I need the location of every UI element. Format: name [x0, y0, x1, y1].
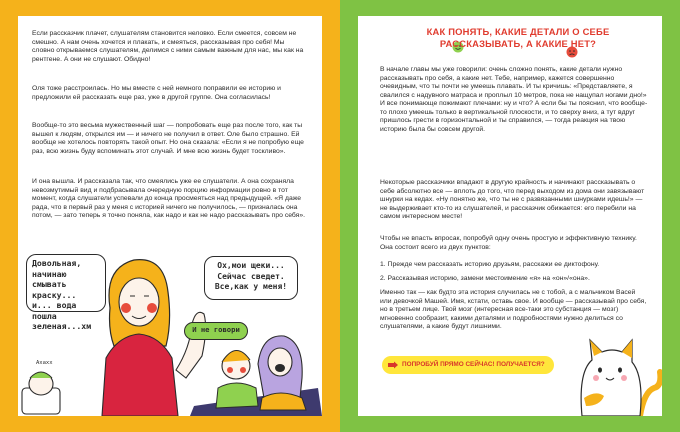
left-paragraph-1: Если рассказчик плачет, слушателям становится неловко. Если смеется, совсем не смешно. А нам очень хочется и плакать, и смеяться, рассказывая про себя! Мы словно открываемся слушателям, делимся с ними самым важным для нас, мы как на рентгене. А они не слушают. Обидно! [32, 30, 304, 63]
speech-bubble-main-text: Довольная, начинаю смывать краску... и... вода пошла зеленая...хм [32, 258, 92, 331]
section-title: КАК ПОНЯТЬ, КАКИЕ ДЕТАЛИ О СЕБЕ РАССКАЗЫВАТЬ, А КАКИЕ НЕТ? [426, 26, 610, 49]
right-paragraph-6: Именно так — как будто эта история случилась не с тобой, а с мальчиком Васей или девочкой Машей. Имя, кстати, оставь свое. И вообще — рассказывай про себя, но в третьем лице. Твой мозг (интересная все-таки это субстанция — мозг) мгновенно сообразит, какими деталями и подробностями нужно делиться со слушателями, а какие будут лишними. [380, 289, 647, 331]
right-paragraph-5: 2. Рассказывая историю, замени местоимение «я» на «он»/«она». [380, 275, 590, 282]
left-paragraph-3: Вообще-то это весьма мужественный шаг — попробовать еще раз после того, как ты вышел к людям, открылся им — и ничего не получил в ответ. Оле было страшно. Ей вообще не хотелось повторять такой опыт. Но она сказала: «Если я не попробую еще раз, всю жизнь буду вспоминать этот случай. И мне всю жизнь будет тоскливо». [32, 122, 304, 155]
speech-bubble-main [26, 254, 106, 331]
speech-bubble-cheeks [204, 256, 298, 300]
right-paragraph-4: 1. Прежде чем рассказать историю друзьям, расскажи ее диктофону. [380, 261, 600, 268]
sound-effect-text: Ахахх [36, 360, 53, 366]
cat-illustration [570, 332, 662, 416]
tip-banner [382, 356, 554, 374]
tip-text: ПОПРОБУЙ ПРЯМО СЕЙЧАС! ПОЛУЧАЕТСЯ? [402, 361, 545, 368]
speech-bubble-cheeks-text: Ох,мои щеки... Сейчас сведет. Все,как у меня! [214, 261, 288, 291]
speech-bubble-dont-tell-text: И не говори [192, 325, 240, 334]
right-paragraph-3: Чтобы не впасть впросак, попробуй одну очень простую и эффективную технику. Она состоит всего из двух пунктов: [380, 235, 637, 251]
right-page [340, 0, 680, 432]
right-paragraph-2: Некоторые рассказчики впадают в другую крайность и начинают рассказывать о себе абсолютно все — вплоть до того, что перед выходом из дома они завязывают шнурки на кедах. «Ну понятно же, что ты не с развязанными шнурками идешь!» — не выдерживает кто-то из слушателей, и рассказчик обижается: его перебили на самом интересном месте! [380, 179, 645, 221]
right-paragraph-1: В начале главы мы уже говорили: очень сложно понять, какие детали нужно рассказывать про себя, а какие нет. Тебе, например, кажется совершенно очевидным, что ты почти не умеешь плавать. И ты кричишь: «Представляете, я свалился с надувного матраса и проплыл 10 метров, пока не нащупал ногами дно!» И все понимающе пожимают плечами: ну и что? А если бы ты пояснил, что вообще-то плохо умеешь только в вертикальной плоскости, и то сверху вниз, а тут вдруг пришлось грести в горизонтальной и ты справился, — тогда реакция на твою историю была бы совсем другой. [380, 66, 648, 133]
left-paragraph-4: И она вышла. И рассказала так, что смеялись уже ее слушатели. А она сохраняла невозмутимый вид и подбрасывала очередную порцию информации ровно в тот момент, когда слушатели успевали до конца просмеяться над предыдущей. «Я даже рада, что в первый раз у меня с историей ничего не получилось, — призналась она потом, — зато теперь я точно поняла, как надо и как не надо рассказывать про себя». [32, 178, 306, 220]
left-paragraph-2: Оля тоже расстроилась. Но мы вместе с ней немного поправили ее историю и предложили ей рассказать еще раз, уже в другой группе. Она согласилась! [32, 85, 281, 101]
left-sheet [18, 16, 322, 416]
speech-bubble-dont-tell [184, 322, 248, 340]
right-sheet [358, 16, 662, 416]
pointing-hand-icon [388, 361, 398, 369]
